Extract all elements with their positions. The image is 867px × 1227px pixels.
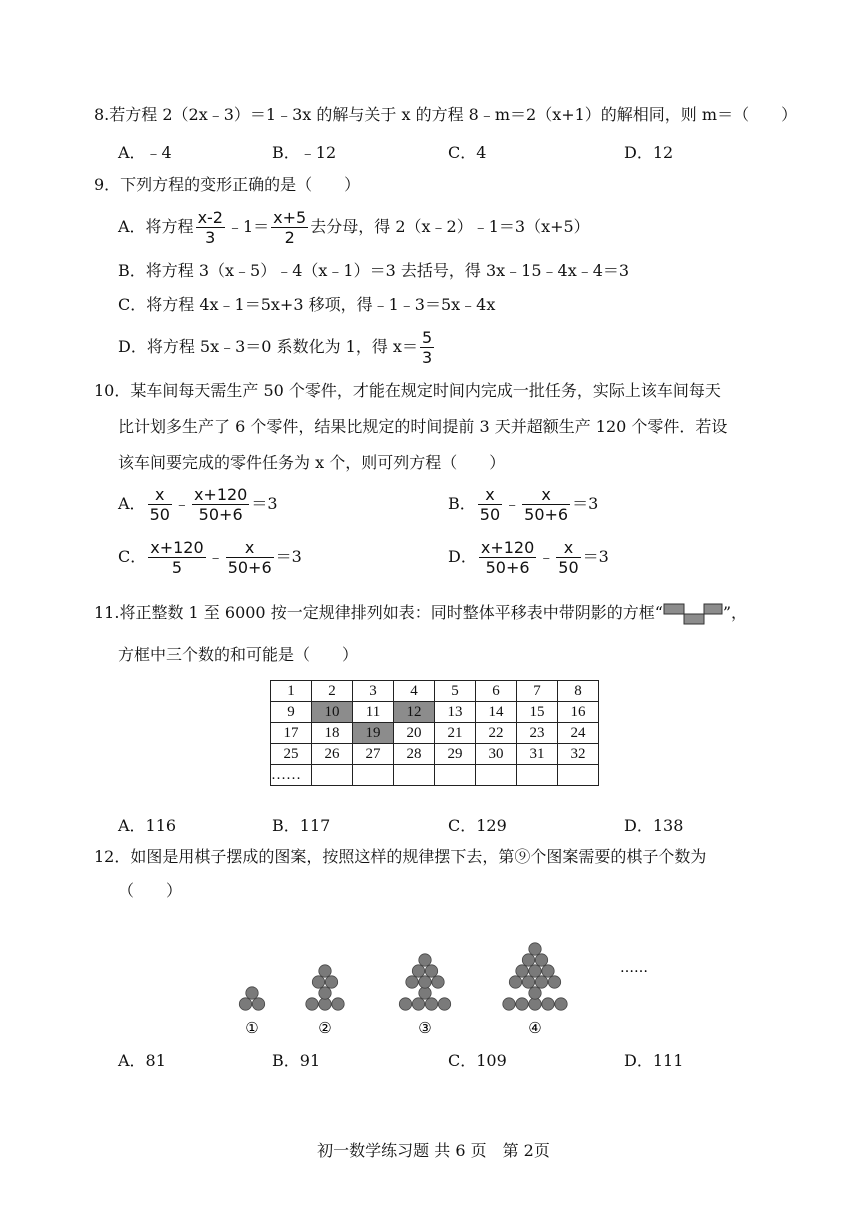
fraction-denominator: 5 — [171, 558, 183, 577]
chess-piece — [419, 954, 431, 966]
chess-piece — [332, 998, 344, 1010]
q8-option-c: C．4 — [448, 143, 487, 162]
q10-line-3: 该车间要完成的零件任务为 x 个，则可列方程（ ） — [118, 453, 506, 472]
table-cell: 3 — [353, 681, 394, 702]
table-cell: 13 — [435, 702, 476, 723]
chess-piece — [425, 998, 437, 1010]
table-cell: 4 — [394, 681, 435, 702]
q9-stem: 9．下列方程的变形正确的是（ ） — [94, 175, 361, 194]
fraction-denominator: 2 — [284, 228, 295, 247]
fraction-denominator: 50 — [149, 505, 170, 524]
chess-piece — [548, 976, 560, 988]
pattern-label-4: ④ — [528, 1019, 542, 1037]
q10-line-2: 比计划多生产了 6 个零件，结果比规定的时间提前 3 天并超额生产 120 个零件．若设 — [118, 417, 728, 436]
q12-line-1: 12．如图是用棋子摆成的图案，按照这样的规律摆下去，第⑨个图案需要的棋子个数为 — [94, 847, 707, 866]
fraction-numerator: x+120 — [150, 538, 204, 557]
fraction — [192, 485, 249, 524]
chess-pattern-figure — [0, 908, 867, 1038]
q10-option-c — [118, 537, 302, 577]
chess-piece — [432, 976, 444, 988]
fraction-numerator: x — [478, 485, 502, 505]
chess-piece — [239, 998, 251, 1010]
fraction-denominator: 50+6 — [227, 558, 272, 577]
table-row — [271, 702, 599, 723]
chess-piece — [252, 998, 264, 1010]
chess-piece — [535, 976, 547, 988]
table-cell: 27 — [353, 744, 394, 765]
q9-d-prefix: D．将方程 5x﹣3＝0 系数化为 1，得 x＝ — [118, 337, 418, 356]
chess-piece — [542, 965, 554, 977]
table-row — [271, 744, 599, 765]
q10-line-1: 10．某车间每天需生产 50 个零件，才能在规定时间内完成一批任务，实际上该车间每天 — [94, 381, 721, 400]
q10-option-d — [448, 537, 609, 577]
table-cell: 21 — [435, 723, 476, 744]
q9-a-fraction-1 — [196, 208, 225, 247]
q9-a-suffix: 去分母，得 2（x﹣2）﹣1＝3（x+5） — [310, 217, 590, 236]
chess-piece — [529, 965, 541, 977]
q9-option-d — [118, 328, 436, 367]
chess-piece — [419, 976, 431, 988]
equation-rhs: ＝3 — [572, 494, 599, 513]
table-cell: 14 — [476, 702, 517, 723]
table-cell: 1 — [271, 681, 312, 702]
fraction-numerator: x+120 — [193, 485, 248, 504]
table-cell: 8 — [558, 681, 599, 702]
table-cell: 9 — [271, 702, 312, 723]
q9-option-b: B．将方程 3（x﹣5）﹣4（x﹣1）＝3 去括号，得 3x﹣15﹣4x﹣4＝3 — [118, 261, 630, 280]
option-label: C． — [118, 547, 147, 566]
minus-sign: ﹣ — [504, 494, 521, 513]
minus-sign: ﹣ — [538, 547, 555, 566]
fraction-numerator: x — [148, 485, 172, 505]
chess-piece — [542, 998, 554, 1010]
chess-piece — [412, 998, 424, 1010]
table-cell: 22 — [476, 723, 517, 744]
fraction-numerator: x+5 — [273, 208, 307, 227]
q11-option-c: C．129 — [448, 816, 507, 835]
table-cell: 2 — [312, 681, 353, 702]
q11-line-1-suffix: ”， — [722, 603, 748, 622]
equation-rhs: ＝3 — [582, 547, 609, 566]
chess-piece — [522, 954, 534, 966]
table-cell: 15 — [517, 702, 558, 723]
chess-piece — [535, 954, 547, 966]
pattern-label-3: ③ — [418, 1019, 432, 1037]
q8-option-d: D．12 — [624, 143, 674, 162]
q8-stem: 8.若方程 2（2x﹣3）＝1﹣3x 的解与关于 x 的方程 8﹣m＝2（x+1）的解相同，则 m＝（ ） — [94, 105, 798, 124]
q9-d-fraction — [420, 328, 434, 367]
shaded-frame-icon — [663, 603, 723, 625]
fraction-numerator: x — [522, 485, 570, 505]
chess-piece — [325, 976, 337, 988]
table-cell: 30 — [476, 744, 517, 765]
table-row — [271, 723, 599, 744]
q12-option-d: D．111 — [624, 1051, 684, 1070]
fraction-denominator: 3 — [205, 228, 216, 247]
fraction-denominator: 50+6 — [485, 558, 530, 577]
table-cell — [517, 765, 558, 786]
chess-piece — [529, 998, 541, 1010]
table-cell: 29 — [435, 744, 476, 765]
chess-piece — [509, 976, 521, 988]
table-cell: 16 — [558, 702, 599, 723]
chess-piece — [516, 965, 528, 977]
q9-a-middle: ﹣1＝ — [226, 217, 270, 236]
table-cell: 6 — [476, 681, 517, 702]
table-cell: …… — [271, 765, 312, 786]
table-cell: 19 — [353, 723, 394, 744]
table-cell — [558, 765, 599, 786]
q9-a-prefix: A．将方程 — [118, 217, 194, 236]
option-label: D． — [448, 547, 477, 566]
table-row — [271, 765, 599, 786]
table-row — [271, 681, 599, 702]
chess-piece — [399, 998, 411, 1010]
fraction-numerator: x — [226, 538, 274, 558]
q9-a-fraction-2 — [271, 208, 308, 247]
equation-rhs: ＝3 — [275, 547, 302, 566]
chess-piece — [319, 998, 331, 1010]
fraction — [226, 538, 274, 577]
option-label: A． — [118, 494, 146, 513]
chess-piece — [529, 943, 541, 955]
fraction — [148, 485, 172, 524]
fraction-denominator: 50 — [479, 505, 501, 524]
table-cell: 10 — [312, 702, 353, 723]
table-cell: 32 — [558, 744, 599, 765]
table-cell: 17 — [271, 723, 312, 744]
table-cell: 18 — [312, 723, 353, 744]
chess-piece — [529, 987, 541, 999]
q9-option-a — [118, 208, 590, 247]
option-label: B． — [448, 494, 476, 513]
q12-line-2: （ ） — [118, 881, 183, 900]
q8-option-b: B．﹣12 — [272, 143, 337, 162]
chess-piece — [319, 965, 331, 977]
table-cell: 25 — [271, 744, 312, 765]
table-cell: 12 — [394, 702, 435, 723]
table-cell: 11 — [353, 702, 394, 723]
table-cell: 28 — [394, 744, 435, 765]
pattern-label-1: ① — [245, 1019, 259, 1037]
chess-piece — [406, 976, 418, 988]
q8-option-a: A．﹣4 — [118, 143, 172, 162]
table-cell: 5 — [435, 681, 476, 702]
q10-option-b — [448, 484, 598, 524]
fraction — [478, 485, 502, 524]
pattern-ellipsis: …… — [620, 960, 648, 976]
q12-option-c: C．109 — [448, 1051, 507, 1070]
chess-piece — [516, 998, 528, 1010]
table-cell — [476, 765, 517, 786]
chess-piece — [438, 998, 450, 1010]
table-cell: 23 — [517, 723, 558, 744]
table-cell: 24 — [558, 723, 599, 744]
fraction — [522, 485, 570, 524]
table-cell — [353, 765, 394, 786]
fraction — [556, 538, 580, 577]
table-cell — [312, 765, 353, 786]
chess-piece — [312, 976, 324, 988]
q11-option-d: D．138 — [624, 816, 684, 835]
q11-option-b: B．117 — [272, 816, 331, 835]
fraction — [479, 538, 536, 577]
q11-line-1 — [94, 602, 747, 625]
chess-piece — [522, 976, 534, 988]
q12-option-a: A．81 — [118, 1051, 166, 1070]
table-cell — [435, 765, 476, 786]
fraction-numerator: 5 — [421, 328, 433, 347]
chess-piece — [419, 987, 431, 999]
table-cell — [394, 765, 435, 786]
q9-option-c: C．将方程 4x﹣1＝5x+3 移项，得﹣1﹣3＝5x﹣4x — [118, 295, 496, 314]
table-cell: 26 — [312, 744, 353, 765]
chess-piece — [555, 998, 567, 1010]
table-cell: 31 — [517, 744, 558, 765]
q11-option-a: A．116 — [118, 816, 177, 835]
table-cell: 7 — [517, 681, 558, 702]
chess-piece — [246, 987, 258, 999]
fraction-numerator: x — [556, 538, 580, 558]
fraction-numerator: x+120 — [480, 538, 535, 557]
fraction-denominator: 3 — [421, 348, 433, 367]
chess-piece — [319, 987, 331, 999]
fraction — [148, 538, 205, 577]
minus-sign: ﹣ — [173, 494, 190, 513]
fraction-denominator: 50+6 — [198, 505, 243, 524]
q10-option-a — [118, 484, 278, 524]
fraction-denominator: 50+6 — [524, 505, 569, 524]
q11-line-1-prefix: 11.将正整数 1 至 6000 按一定规律排列如表：同时整体平移表中带阴影的方框“ — [94, 603, 663, 622]
chess-piece — [503, 998, 515, 1010]
table-cell: 20 — [394, 723, 435, 744]
q11-line-2: 方框中三个数的和可能是（ ） — [118, 645, 359, 664]
pattern-label-2: ② — [318, 1019, 332, 1037]
fraction-denominator: 50 — [558, 558, 579, 577]
number-table — [270, 680, 599, 786]
chess-piece — [425, 965, 437, 977]
minus-sign: ﹣ — [207, 547, 224, 566]
chess-piece — [306, 998, 318, 1010]
chess-piece — [412, 965, 424, 977]
q12-option-b: B．91 — [272, 1051, 321, 1070]
page-footer: 初一数学练习题 共 6 页 第 2页 — [317, 1141, 550, 1160]
chess-pieces — [239, 943, 567, 1010]
fraction-numerator: x-2 — [197, 208, 223, 227]
equation-rhs: ＝3 — [251, 494, 278, 513]
